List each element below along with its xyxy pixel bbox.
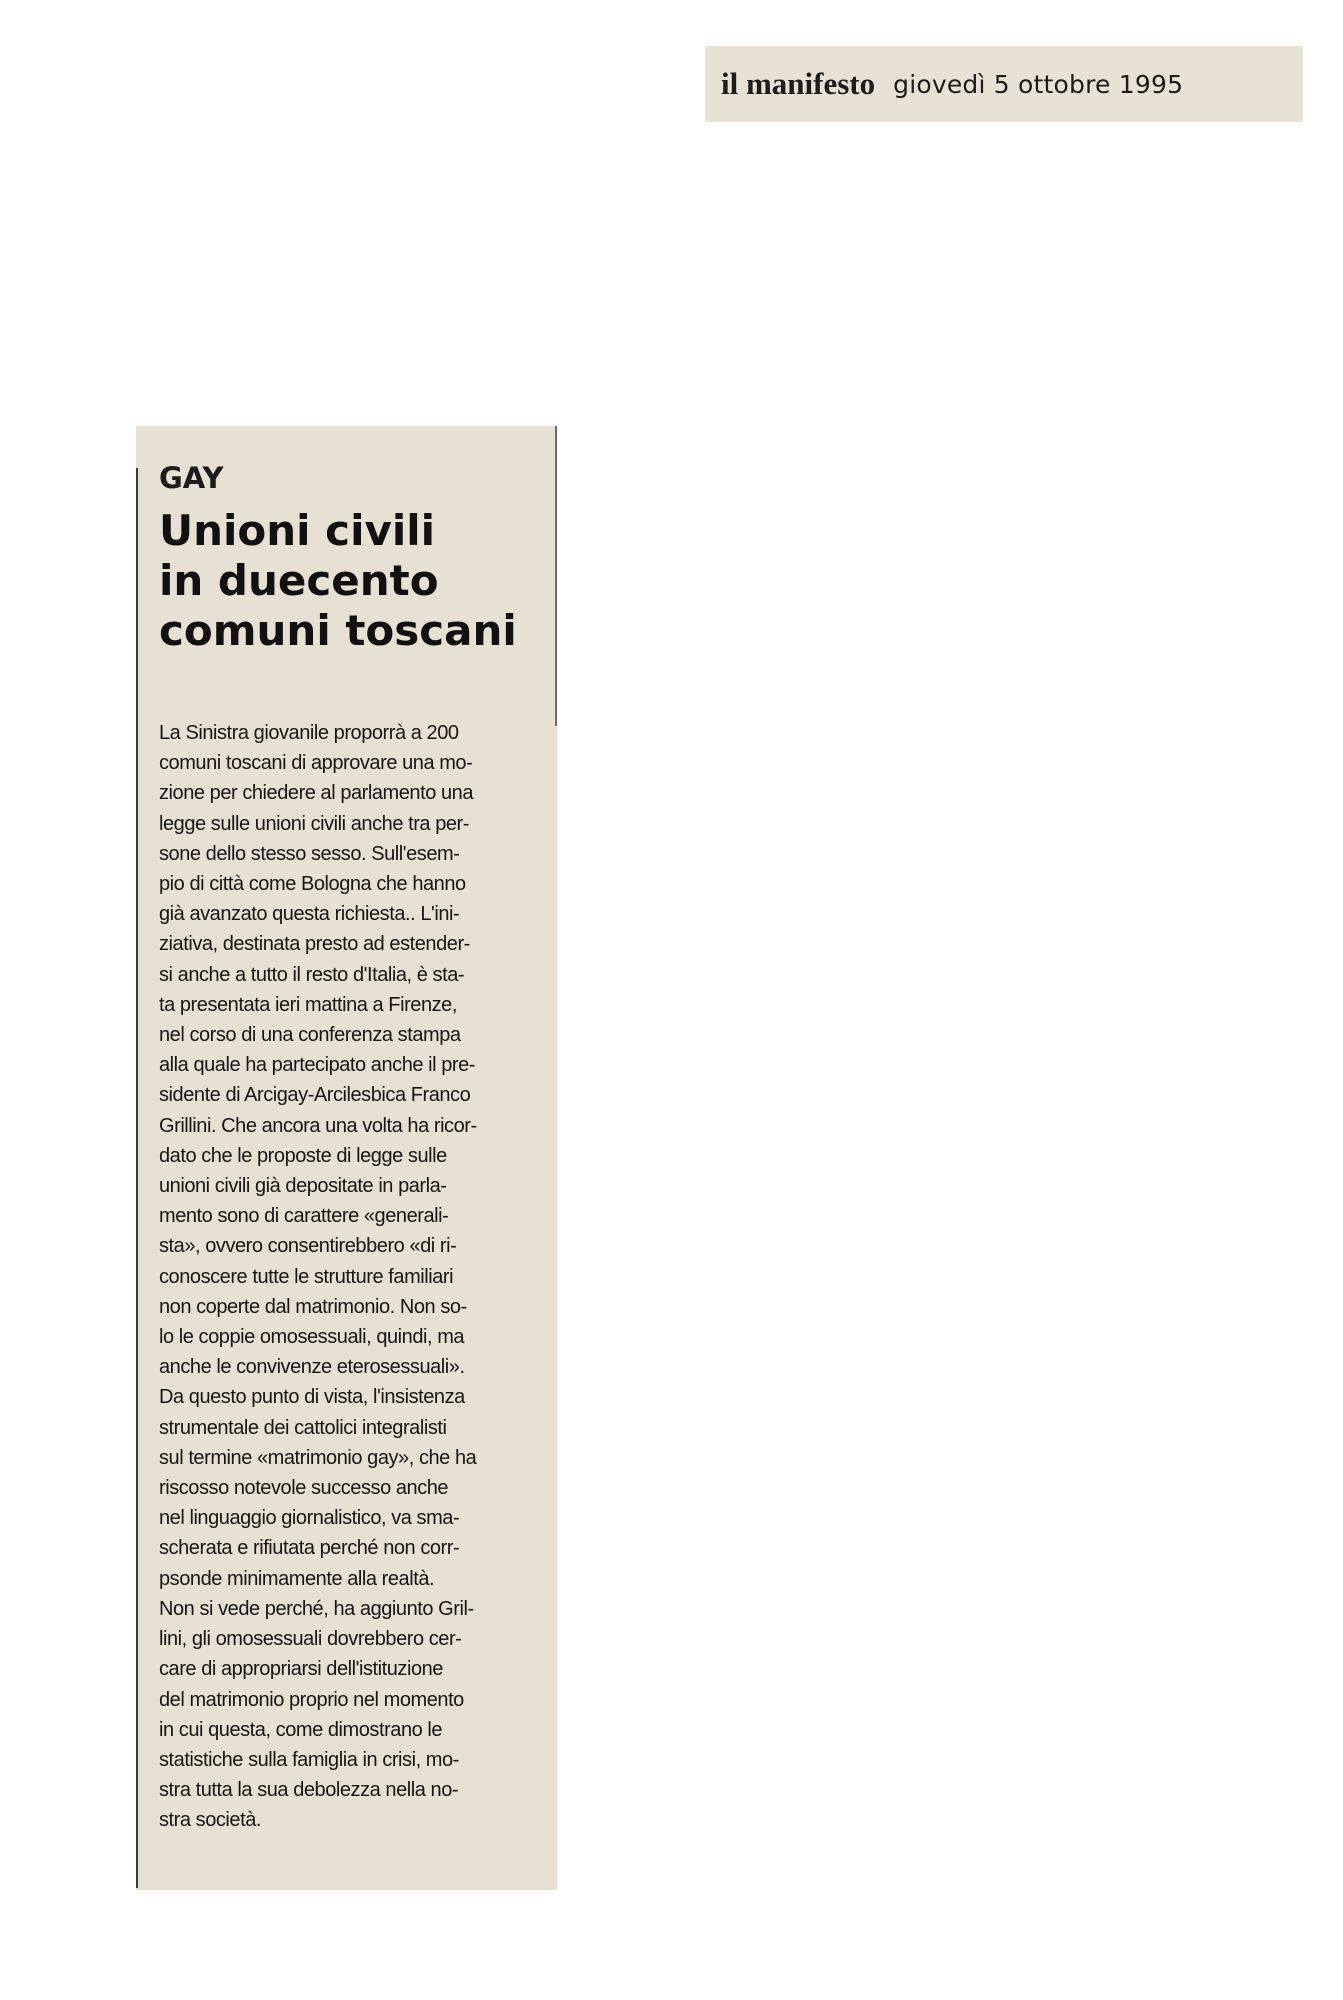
body-line: ziativa, destinata presto ad estender- <box>159 933 470 956</box>
body-line: nel linguaggio giornalistico, va sma- <box>159 1507 460 1530</box>
body-line: statistiche sulla famiglia in crisi, mo- <box>159 1748 459 1771</box>
body-line: care di appropriarsi dell'istituzione <box>159 1658 443 1681</box>
headline-line: Unioni civili <box>159 506 436 555</box>
body-line: zione per chiedere al parlamento una <box>159 782 474 805</box>
body-line: Grillini. Che ancora una volta ha ricor- <box>159 1114 477 1137</box>
article-body <box>159 718 539 1836</box>
body-line: del matrimonio proprio nel momento <box>159 1688 464 1711</box>
body-line: sul termine «matrimonio gay», che ha <box>159 1446 477 1469</box>
body-line: stra tutta la sua debolezza nella no- <box>159 1779 459 1802</box>
body-line: stra società. <box>159 1809 261 1832</box>
article-headline <box>159 506 539 656</box>
headline-line: comuni toscani <box>159 606 517 655</box>
article-clipping <box>136 426 557 1890</box>
body-line: pio di città come Bologna che hanno <box>159 873 466 896</box>
clipping-edge <box>555 426 557 726</box>
issue-date: giovedì 5 ottobre 1995 <box>893 69 1184 99</box>
body-line: in cui questa, come dimostrano le <box>159 1718 443 1741</box>
body-line: non coperte dal matrimonio. Non so- <box>159 1295 467 1318</box>
article-kicker: GAY <box>159 461 224 495</box>
body-line: lo le coppie omosessuali, quindi, ma <box>159 1326 465 1349</box>
body-line: unioni civili già depositate in parla- <box>159 1175 447 1198</box>
body-line: ta presentata ieri mattina a Firenze, <box>159 993 457 1016</box>
body-line: strumentale dei cattolici integralisti <box>159 1416 447 1439</box>
body-line: La Sinistra giovanile proporrà a 200 <box>159 722 459 744</box>
body-line: mento sono di carattere «generali- <box>159 1205 449 1228</box>
body-line: si anche a tutto il resto d'Italia, è sta- <box>159 963 465 986</box>
body-line: lini, gli omosessuali dovrebbero cer- <box>159 1628 462 1651</box>
body-line: nel corso di una conferenza stampa <box>159 1024 461 1047</box>
body-line: comuni toscani di approvare una mo- <box>159 752 473 775</box>
newspaper-name: il manifesto <box>721 66 876 101</box>
body-line: Da questo punto di vista, l'insistenza <box>159 1386 465 1409</box>
body-line: conoscere tutte le strutture familiari <box>159 1265 454 1288</box>
body-line: già avanzato questa richiesta.. L'ini- <box>159 903 460 926</box>
body-line: dato che le proposte di legge sulle <box>159 1144 447 1167</box>
body-line: legge sulle unioni civili anche tra per- <box>159 812 469 835</box>
body-line: sidente di Arcigay-Arcilesbica Franco <box>159 1084 471 1107</box>
body-line: psonde minimamente alla realtà. <box>159 1567 435 1590</box>
body-line: riscosso notevole successo anche <box>159 1477 449 1500</box>
body-line: scherata e rifiutata perché non corr- <box>159 1537 460 1560</box>
body-line: sone dello stesso sesso. Sull'esem- <box>159 842 460 865</box>
body-line: anche le convivenze eterosessuali». <box>159 1356 465 1379</box>
body-line: sta», ovvero consentirebbero «di ri- <box>159 1235 457 1258</box>
body-line: alla quale ha partecipato anche il pre- <box>159 1054 476 1077</box>
column-rule <box>136 468 138 1888</box>
masthead-clipping <box>705 46 1303 122</box>
headline-line: in duecento <box>159 556 439 605</box>
body-line: Non si vede perché, ha aggiunto Gril- <box>159 1597 474 1620</box>
